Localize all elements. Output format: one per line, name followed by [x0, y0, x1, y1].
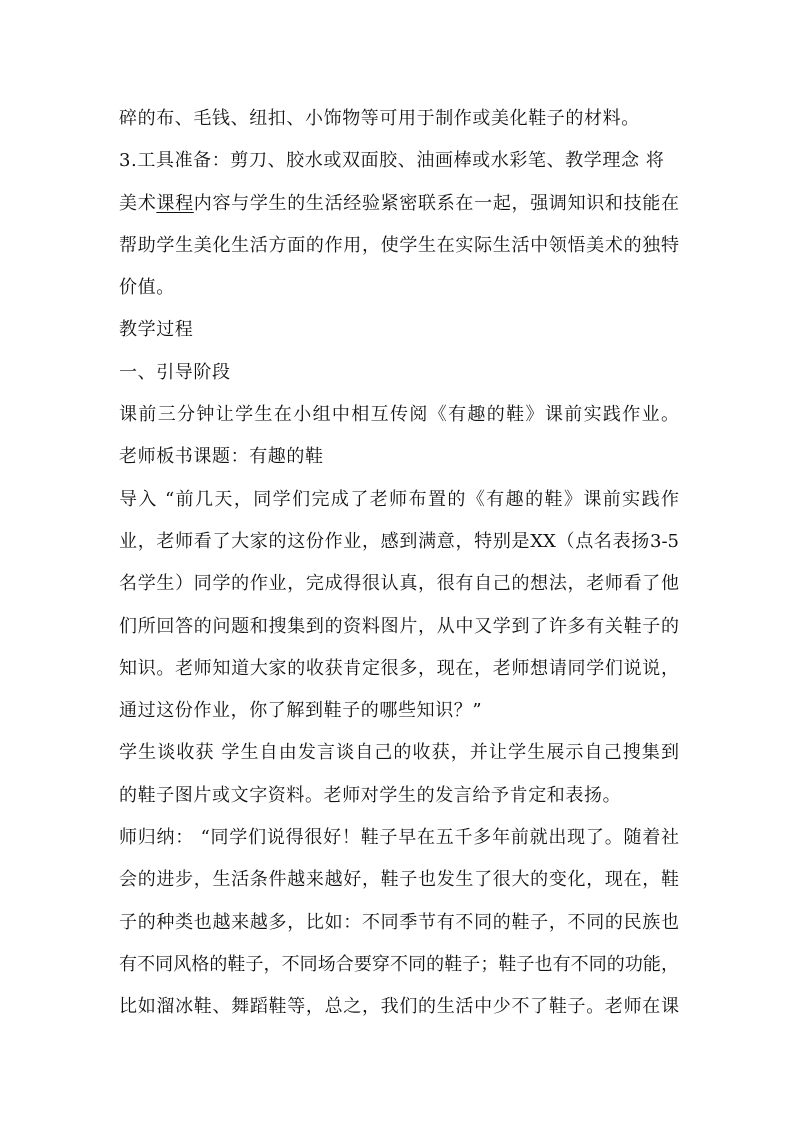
course-link[interactable]: 课程	[156, 192, 194, 214]
paragraph-line: 比如溜冰鞋、舞蹈鞋等，总之，我们的生活中少不了鞋子。老师在课	[119, 996, 679, 1018]
paragraph-line: 子的种类也越来越多，比如：不同季节有不同的鞋子，不同的民族也	[119, 911, 679, 933]
section-heading: 教学过程	[119, 319, 194, 341]
paragraph-line: 学生谈收获 学生自由发言谈自己的收获，并让学生展示自己搜集到	[119, 742, 679, 764]
paragraph-line: 会的进步，生活条件越来越好，鞋子也发生了很大的变化，现在，鞋	[119, 869, 679, 891]
paragraph-line: 帮助学生美化生活方面的作用，使学生在实际生活中领悟美术的独特	[119, 234, 679, 256]
paragraph-line: 3.工具准备：剪刀、胶水或双面胶、油画棒或水彩笔、教学理念 将	[119, 150, 665, 172]
text-segment: 内容与学生的生活经验紧密联系在一起，强调知识和技能在	[193, 192, 680, 214]
section-subheading: 一、引导阶段	[119, 361, 231, 383]
document-body	[119, 98, 679, 1029]
paragraph-line: 的鞋子图片或文字资料。老师对学生的发言给予肯定和表扬。	[119, 784, 622, 806]
paragraph-line-with-link	[119, 183, 679, 225]
paragraph-line: 有不同风格的鞋子，不同场合要穿不同的鞋子；鞋子也有不同的功能，	[119, 953, 679, 975]
paragraph-line: 通过这份作业，你了解到鞋子的哪些知识？”	[119, 700, 483, 722]
paragraph-line: 导入 “前几天，同学们完成了老师布置的《有趣的鞋》课前实践作	[119, 488, 679, 510]
paragraph-line: 知识。老师知道大家的收获肯定很多，现在，老师想请同学们说说，	[119, 657, 679, 679]
paragraph-line: 老师板书课题：有趣的鞋	[119, 446, 324, 468]
paragraph-line: 师归纳： “同学们说得很好！鞋子早在五千多年前就出现了。随着社	[119, 827, 679, 849]
paragraph-line: 课前三分钟让学生在小组中相互传阅《有趣的鞋》课前实践作业。	[119, 404, 679, 426]
paragraph-line: 名学生）同学的作业，完成得很认真，很有自己的想法，老师看了他	[119, 573, 679, 595]
text-segment: 美术	[119, 192, 157, 214]
paragraph-line: 碎的布、毛钱、纽扣、小饰物等可用于制作或美化鞋子的材料。	[119, 108, 640, 129]
paragraph-line: 们所回答的问题和搜集到的资料图片，从中又学到了许多有关鞋子的	[119, 615, 679, 637]
paragraph-line: 价值。	[119, 277, 175, 299]
paragraph-line: 业，老师看了大家的这份作业，感到满意，特别是XX（点名表扬3-5	[119, 530, 679, 552]
